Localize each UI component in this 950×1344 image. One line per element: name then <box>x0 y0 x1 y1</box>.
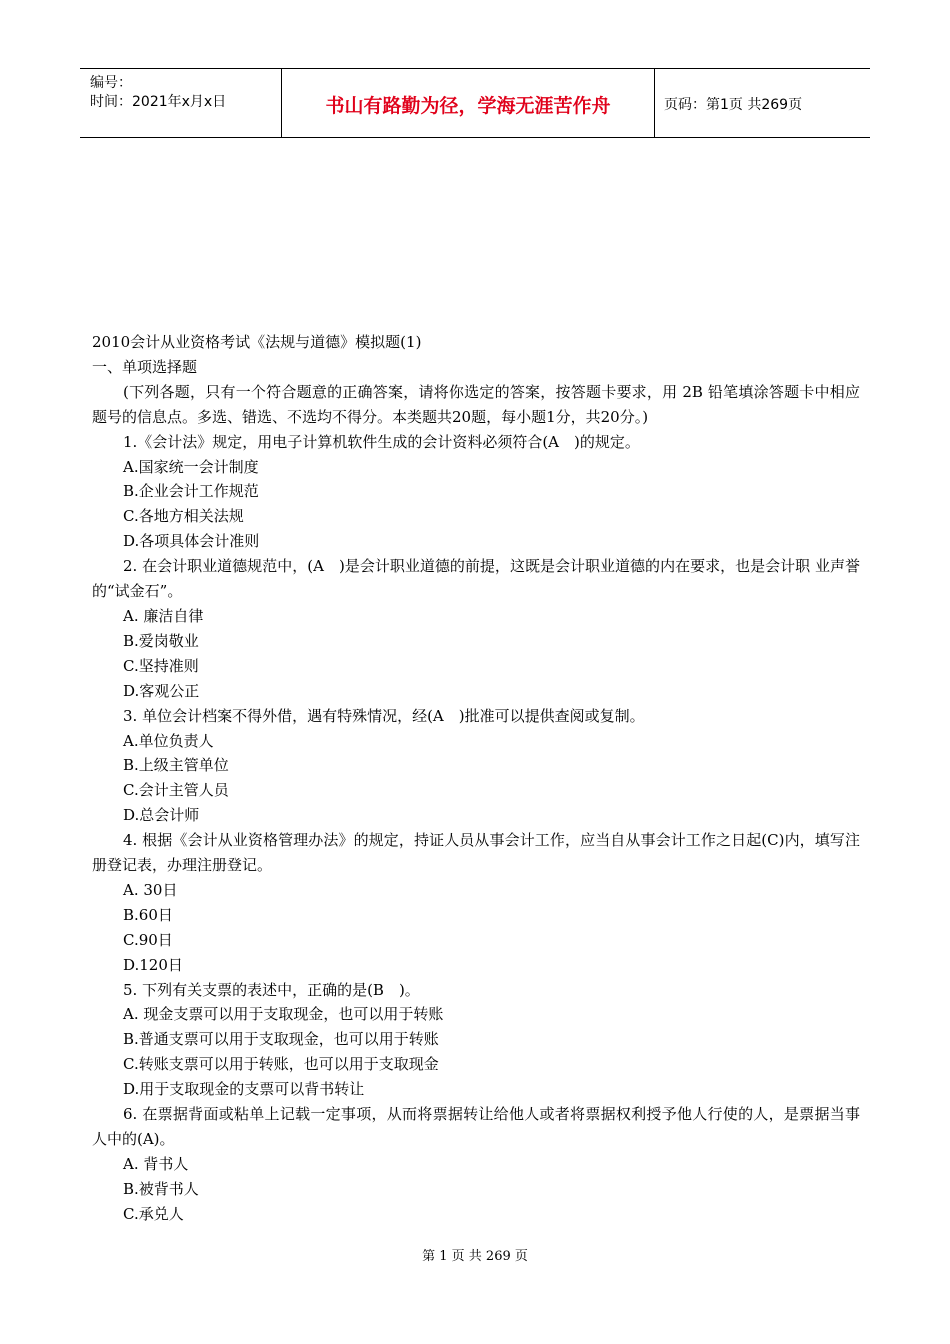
option-b: B.上级主管单位 <box>123 756 229 775</box>
option-a: A.国家统一会计制度 <box>123 457 259 476</box>
header-page-info: 页码：第1页 共269页 <box>664 97 803 113</box>
option-c: C.转账支票可以用于转账，也可以用于支取现金 <box>123 1055 439 1074</box>
motto-text: 书山有路勤为径，学海无涯苦作舟 <box>325 95 611 117</box>
question-2 <box>92 554 860 703</box>
question-5 <box>92 978 860 1103</box>
document-title: 2010会计从业资格考试《法规与道德》模拟题(1) <box>92 333 422 351</box>
header-meta-cell <box>80 69 282 137</box>
question-6 <box>92 1102 860 1227</box>
question-text: 4. 根据《会计从业资格管理办法》的规定，持证人员从事会计工作，应当自从事会计工作之日起(C)内，填写注册登记表，办理注册登记。 <box>92 831 860 875</box>
option-a: A. 现金支票可以用于支取现金，也可以用于转账 <box>123 1005 444 1024</box>
option-d: D.客观公正 <box>123 681 200 700</box>
option-b: B.普通支票可以用于支取现金，也可以用于转账 <box>123 1030 439 1049</box>
option-a: A. 廉洁自律 <box>123 606 204 625</box>
option-b: B.企业会计工作规范 <box>123 482 259 501</box>
option-a: A. 背书人 <box>123 1154 189 1173</box>
option-b: B.爱岗敬业 <box>123 631 199 650</box>
option-d: D.各项具体会计准则 <box>123 532 260 551</box>
header-page-cell <box>655 69 870 137</box>
option-c: C.会计主管人员 <box>123 781 229 800</box>
option-a: A. 30日 <box>123 880 178 899</box>
option-c: C.各地方相关法规 <box>123 507 244 526</box>
question-4 <box>92 828 860 977</box>
question-text: 2. 在会计职业道德规范中，(A )是会计职业道德的前提，这既是会计职业道德的内在要求，也是会计职 业声誉的“试金石”。 <box>92 557 860 601</box>
question-text: 1.《会计法》规定，用电子计算机软件生成的会计资料必须符合(A )的规定。 <box>123 432 640 451</box>
time-label: 时间：2021年x月x日 <box>90 94 227 110</box>
question-1 <box>92 430 860 555</box>
option-b: B.被背书人 <box>123 1179 199 1198</box>
option-c: C.承兑人 <box>123 1204 184 1223</box>
option-c: C.坚持准则 <box>123 656 199 675</box>
number-label: 编号： <box>90 75 132 91</box>
instructions-paragraph: (下列各题，只有一个符合题意的正确答案，请将你选定的答案，按答题卡要求，用 2B 铅笔填涂答题卡中相应题号的信息点。多选、错选、不选均不得分。本类题共20题，每小题1分，共20分。) <box>92 382 860 426</box>
option-d: D.总会计师 <box>123 806 200 825</box>
question-text: 5. 下列有关支票的表述中，正确的是(B )。 <box>123 980 420 999</box>
document-body <box>92 330 860 1227</box>
option-c: C.90日 <box>123 930 173 949</box>
question-text: 6. 在票据背面或粘单上记载一定事项，从而将票据转让给他人或者将票据权利授予他人行使的人，是票据当事人中的(A)。 <box>92 1105 860 1148</box>
page-header-table <box>80 68 870 138</box>
option-a: A.单位负责人 <box>123 731 214 750</box>
question-3 <box>92 704 860 829</box>
option-d: D.用于支取现金的支票可以背书转让 <box>123 1080 365 1099</box>
question-text: 3. 单位会计档案不得外借，遇有特殊情况，经(A )批准可以提供查阅或复制。 <box>123 706 645 725</box>
header-motto-cell <box>282 69 655 137</box>
page-footer: 第 1 页 共 269 页 <box>422 1249 528 1264</box>
section-heading: 一、单项选择题 <box>92 357 198 376</box>
option-b: B.60日 <box>123 905 173 924</box>
option-d: D.120日 <box>123 955 183 974</box>
